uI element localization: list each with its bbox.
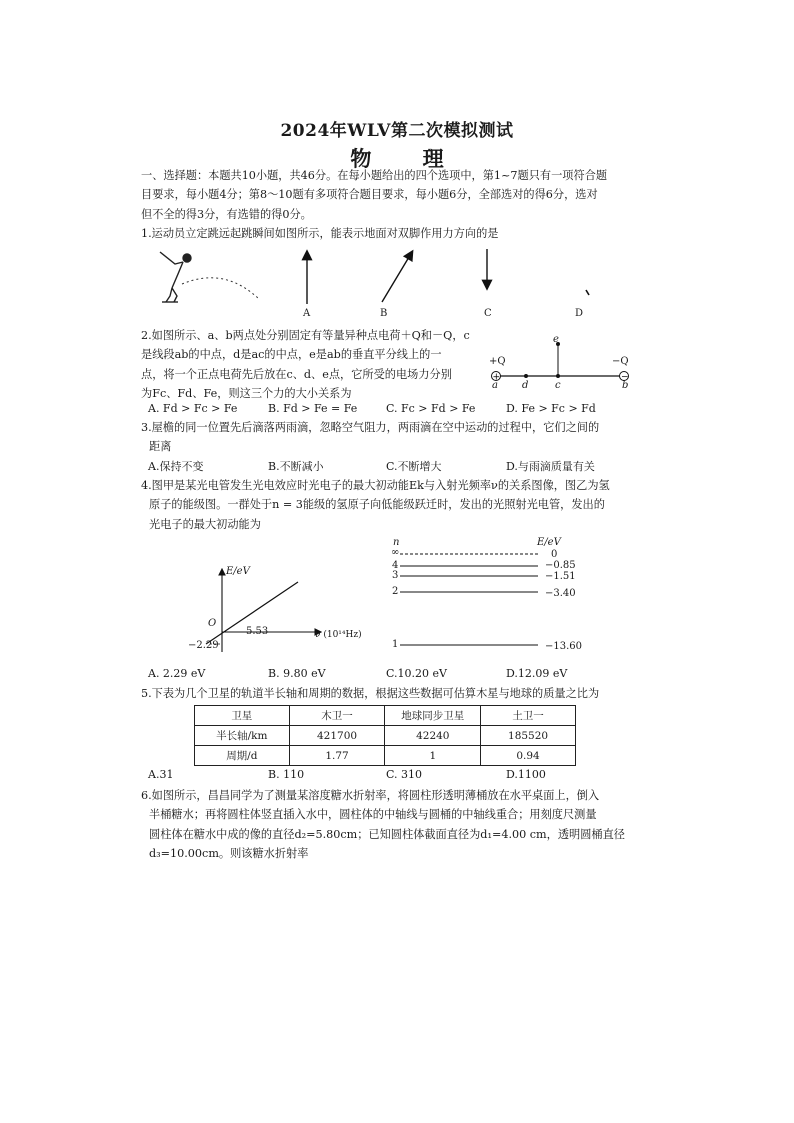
level-3-n: 3 [392, 570, 399, 581]
q1-figure [150, 244, 630, 324]
level-inf-n: ∞ [391, 547, 400, 558]
level-1-e: −13.60 [545, 641, 583, 652]
q1-label-c: C [484, 308, 492, 319]
q2-label-minusq: −Q [612, 356, 629, 367]
q4-option-d[interactable]: D.12.09 eV [506, 667, 568, 680]
q2-label-b: b [622, 380, 629, 391]
q4-levels-n-label: n [393, 537, 400, 548]
q4-option-b[interactable]: B. 9.80 eV [268, 667, 326, 680]
q4-graph-intercept: −2.29 [188, 640, 219, 651]
q2-label-c: c [555, 380, 561, 391]
q5-satellite-table [194, 705, 576, 766]
q2-option-c[interactable]: C. Fc > Fd > Fe [386, 402, 476, 415]
q5-stem: 5.下表为几个卫星的轨道半长轴和周期的数据，根据这些数据可估算木星与地球的质量之比为 [141, 687, 600, 700]
subject-title: 物 理 [350, 146, 466, 171]
q3-stem: 3.屋檐的同一位置先后滴落两雨滴，忽略空气阻力，两雨滴在空中运动的过程中，它们之间的 距离 [141, 421, 600, 454]
q3-option-c[interactable]: C.不断增大 [386, 460, 442, 473]
q3-option-b[interactable]: B.不断减小 [268, 460, 324, 473]
q3-option-a[interactable]: A.保持不变 [148, 460, 204, 473]
q2-option-b[interactable]: B. Fd > Fe = Fe [268, 402, 358, 415]
svg-text:+: + [492, 372, 501, 383]
table-row: 周期/d 1.77 1 0.94 [195, 746, 576, 766]
q1-label-d: D [575, 308, 584, 319]
q2-option-d[interactable]: D. Fe > Fc > Fd [506, 402, 596, 415]
q5-option-a[interactable]: A.31 [148, 768, 174, 781]
q1-label-a: A [303, 308, 311, 319]
level-1-n: 1 [392, 639, 399, 650]
svg-text:−: − [621, 372, 629, 383]
arrow-b [382, 252, 412, 302]
q2-label-plusq: +Q [489, 356, 506, 367]
q2-stem: 2.如图所示、a、b两点处分别固定有等量异种点电荷＋Q和－Q，c 是线段ab的中点，d是ac的中点，e是ab的垂直平分线上的一 点，将一个正点电荷先后放在c、d、e点，它所受的电场力分别 为Fc、Fd、Fe，则这三个力的大小关系为 [141, 329, 470, 400]
q2-label-d: d [522, 380, 529, 391]
q4-stem: 4.图甲是某光电管发生光电效应时光电子的最大初动能Ek与入射光频率ν的关系图像，图乙为氢 原子的能级图。一群处于n = 3能级的氢原子向低能级跃迁时，发出的光照射光电管，发出的 光电子的最大初动能为 [141, 479, 610, 531]
q4-option-c[interactable]: C.10.20 eV [386, 667, 447, 680]
level-4-n: 4 [392, 560, 399, 571]
q4-graph-x0: 5.53 [246, 626, 269, 637]
q4-graph-origin: O [208, 618, 217, 629]
q4-energy-levels [390, 548, 550, 652]
q4-levels-e-label: E/eV [537, 537, 561, 548]
athlete-figure [160, 252, 191, 302]
q5-option-b[interactable]: B. 110 [268, 768, 305, 781]
q5-option-c[interactable]: C. 310 [386, 768, 423, 781]
q1-stem: 1.运动员立定跳远起跳瞬间如图所示，能表示地面对双脚作用力方向的是 [141, 227, 499, 240]
q2-label-a: a [492, 380, 498, 391]
level-2-e: −3.40 [545, 588, 576, 599]
level-inf-e: 0 [551, 549, 558, 560]
level-4-e: −0.85 [545, 560, 576, 571]
q5-option-d[interactable]: D.1100 [506, 768, 546, 781]
level-2-n: 2 [392, 586, 399, 597]
table-row: 半长轴/km 421700 42240 185520 [195, 726, 576, 746]
q2-option-a[interactable]: A. Fd > Fc > Fe [148, 402, 238, 415]
q3-option-d[interactable]: D.与雨滴质量有关 [506, 460, 595, 473]
q4-graph-xlabel: ν (10¹⁴Hz) [315, 630, 362, 640]
q4-graph-ylabel: E/eV [226, 566, 250, 577]
q4-option-a[interactable]: A. 2.29 eV [148, 667, 206, 680]
exam-title: 2024年WLV第二次模拟测试 [280, 121, 514, 141]
q1-label-b: B [380, 308, 388, 319]
q6-stem: 6.如图所示，昌昌同学为了测量某溶度糖水折射率，将圆柱形透明薄桶放在水平桌面上，倒入 半桶糖水；再将圆柱体竖直插入水中，圆柱体的中轴线与圆桶的中轴线重合；用刻度尺测量 圆柱体在糖水中成的像的直径d₂=5.80cm；已知圆柱体截面直径为d₁=4.00 cm，透明圆桶直径 d₃=10.00cm。则该糖水折射率 [141, 789, 625, 860]
q2-label-e: e [553, 334, 559, 345]
section-instructions: 一、选择题：本题共10小题，共46分。在每小题给出的四个选项中，第1~7题只有一项符合题 目要求，每小题4分；第8～10题有多项符合题目要求，每小题6分，全部选对的得6分，选对 但不全的得3分，有选错的得0分。 [141, 169, 608, 221]
point-d [524, 374, 528, 378]
level-3-e: −1.51 [545, 571, 576, 582]
point-c [556, 374, 560, 378]
table-header-row: 卫星 木卫一 地球同步卫星 土卫一 [195, 706, 576, 726]
arrow-d [586, 290, 589, 295]
